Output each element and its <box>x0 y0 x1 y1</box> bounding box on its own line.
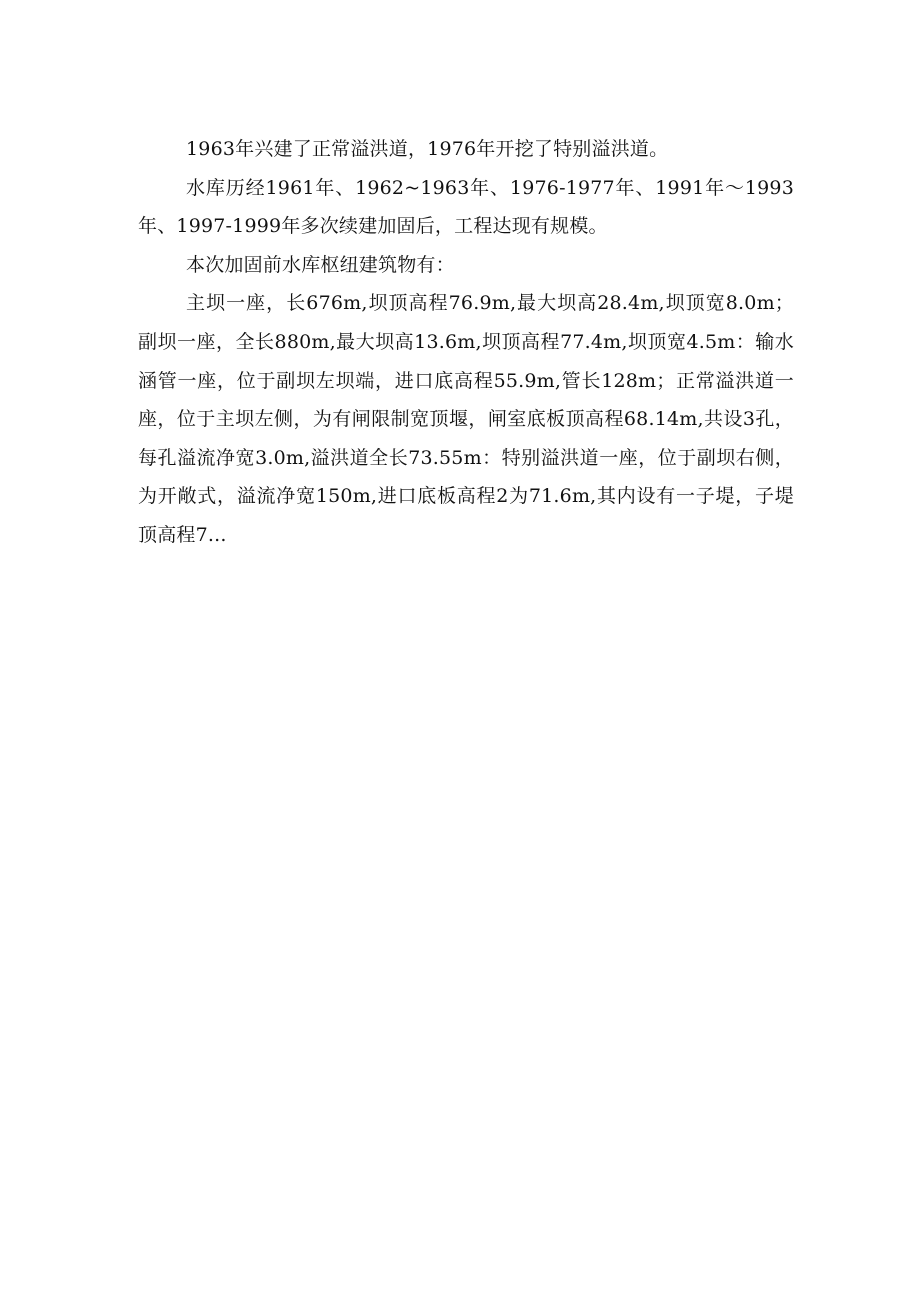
paragraph-structures-intro: 本次加固前水库枢纽建筑物有： <box>186 253 455 276</box>
paragraph-construction-history: 1963年兴建了正常溢洪道，1976年开挖了特别溢洪道。 <box>186 138 669 160</box>
paragraph-reinforcement-history: 水库历经1961年、1962~1963年、1976-1977年、1991年～1993年、1997-1999年多次续建加固后，工程达现有规模。 <box>138 176 794 238</box>
document-body <box>138 130 794 555</box>
paragraph-structures-detail: 主坝一座，长676m,坝顶高程76.9m,最大坝高28.4m,坝顶宽8.0m；副坝一座，全长880m,最大坝高13.6m,坝顶高程77.4m,坝顶宽4.5m：输水涵管一座，位于副坝左坝端，进口底高程55.9m,管长128m；正常溢洪道一座，位于主坝左侧，为有闸限制宽顶堰，闸室底板顶高程68.14m,共设3孔，每孔溢流净宽3.0m,溢洪道全长73.55m：特别溢洪道一座，位于副坝右侧，为开敞式，溢流净宽150m,进口底板高程2为71.6m,其内设有一子堤，子堤顶高程7... <box>138 292 794 546</box>
